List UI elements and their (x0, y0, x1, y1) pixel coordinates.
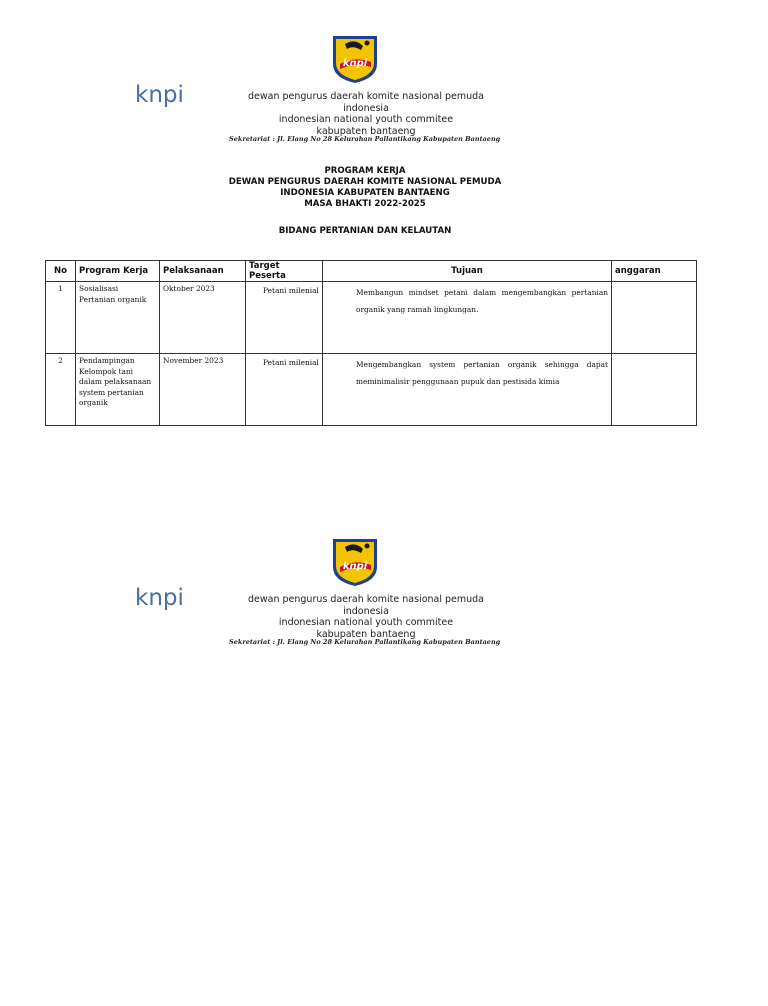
org-line: indonesian national youth commitee (278, 114, 454, 125)
cell-no: 1 (46, 282, 76, 354)
org-line: indonesian national youth commitee (278, 617, 454, 628)
col-header-anggaran: anggaran (612, 261, 697, 282)
cell-target: Petani milenial (246, 282, 323, 354)
title-line: DEWAN PENGURUS DAERAH KOMITE NASIONAL PEMUDA (228, 177, 502, 187)
cell-program: Pendampingan Kelompok tani dalam pelaksanaan system pertanian organik (76, 354, 160, 426)
knpi-emblem (331, 34, 379, 84)
cell-anggaran (612, 354, 697, 426)
secretariat-address: Sekretariat : Jl. Elang No 28 Kelurahan Pallantikang Kabupaten Bantaeng (229, 135, 501, 143)
cell-pelaksanaan: November 2023 (160, 354, 246, 426)
org-name (225, 594, 507, 640)
col-header-pelaksanaan: Pelaksanaan (160, 261, 246, 282)
org-line: dewan pengurus daerah komite nasional pemuda indonesia (247, 91, 485, 114)
col-header-program: Program Kerja (76, 261, 160, 282)
cell-tujuan: Membangun mindset petani dalam mengembangkan pertanian organik yang ramah lingkungan. (323, 282, 612, 354)
org-line: kabupaten bantaeng (316, 628, 416, 640)
title-line: PROGRAM KERJA (324, 166, 406, 176)
col-header-tujuan: Tujuan (323, 261, 612, 282)
org-name (225, 91, 507, 137)
cell-pelaksanaan: Oktober 2023 (160, 282, 246, 354)
title-line: MASA BHAKTI 2022-2025 (304, 199, 426, 209)
table-row (46, 282, 697, 354)
cell-program: Sosialisasi Pertanian organik (76, 282, 160, 354)
brand-wordmark: knpi (135, 585, 184, 611)
cell-tujuan: Mengembangkan system pertanian organik sehingga dapat meminimalisir penggunaan pupuk dan pestisida kimia (323, 354, 612, 426)
table-header-row (46, 261, 697, 282)
org-line: dewan pengurus daerah komite nasional pemuda indonesia (247, 594, 485, 617)
title-line: INDONESIA KABUPATEN BANTAENG (280, 188, 450, 198)
knpi-emblem (331, 537, 379, 587)
svg-text:knpi: knpi (342, 58, 368, 69)
cell-anggaran (612, 282, 697, 354)
brand-wordmark: knpi (135, 82, 184, 108)
document-title (200, 166, 530, 210)
col-header-target: Target Peserta (246, 261, 323, 282)
cell-no: 2 (46, 354, 76, 426)
program-table (45, 260, 697, 426)
section-title: BIDANG PERTANIAN DAN KELAUTAN (278, 226, 452, 236)
svg-text:knpi: knpi (342, 561, 368, 572)
col-header-no: No (46, 261, 76, 282)
cell-target: Petani milenial (246, 354, 323, 426)
secretariat-address: Sekretariat : Jl. Elang No 28 Kelurahan Pallantikang Kabupaten Bantaeng (229, 638, 501, 646)
org-line: kabupaten bantaeng (316, 125, 416, 137)
table-row (46, 354, 697, 426)
